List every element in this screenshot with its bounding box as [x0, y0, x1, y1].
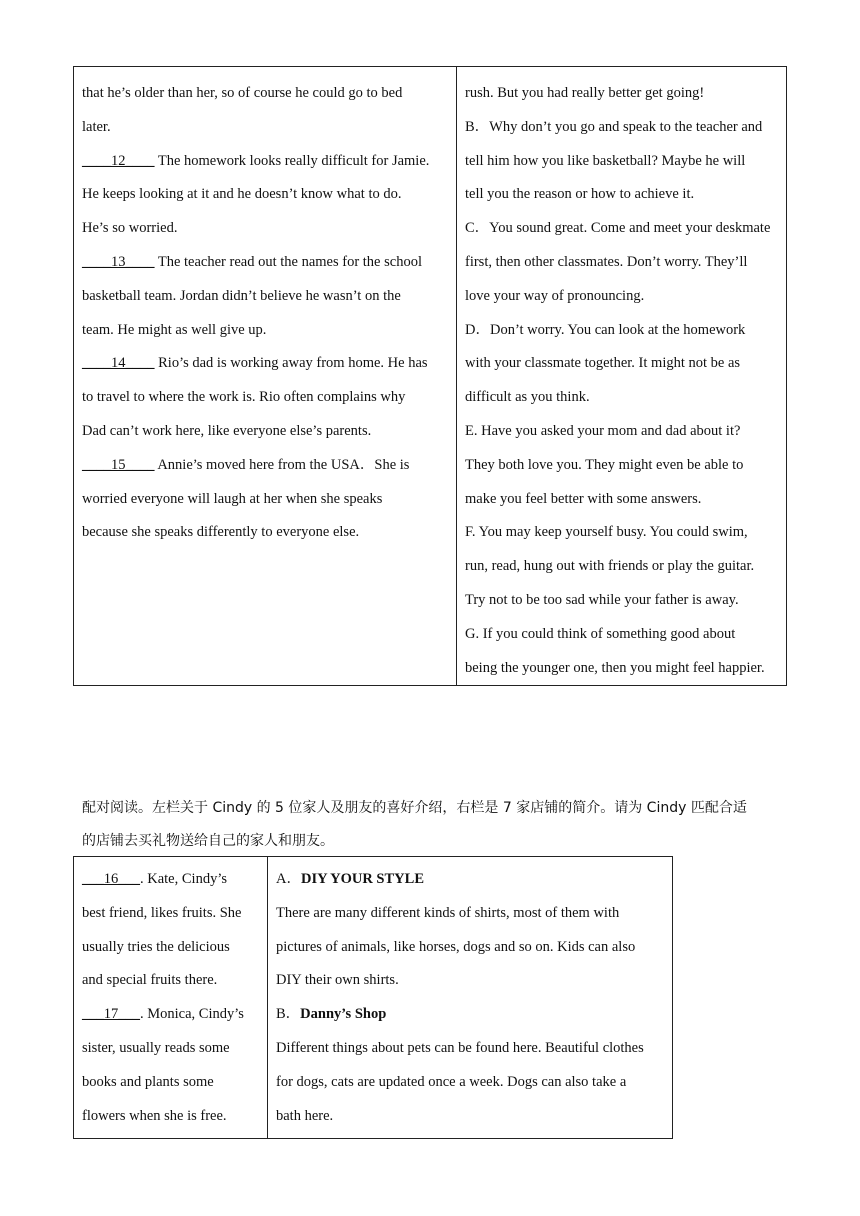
table1-left-line: that he’s older than her, so of course he could go to bed: [82, 85, 403, 101]
option-line: difficult as you think.: [465, 389, 590, 406]
table2-left-line: ___16___. Kate, Cindy’s: [82, 871, 227, 887]
shop-a-line: DIY their own shirts.: [276, 972, 399, 989]
table1-left-line: because she speaks differently to everyone else.: [82, 524, 360, 541]
answer-blank-13[interactable]: ____13____: [82, 253, 155, 270]
shop-b-line: Different things about pets can be found here. Beautiful clothes: [276, 1039, 644, 1056]
shop-b-line: bath here.: [276, 1107, 334, 1124]
option-line: run, read, hung out with friends or play the guitar.: [465, 558, 755, 575]
table1-left-line: He keeps looking at it and he doesn’t know what to do.: [82, 186, 402, 203]
table2-left-column: [74, 857, 268, 1138]
option-d: D．Don’t worry. You can look at the homework: [465, 321, 746, 338]
option-line: Try not to be too sad while your father is away.: [465, 591, 739, 608]
table1-right-column: [457, 67, 786, 685]
table2-left-line: ___17___. Monica, Cindy’s: [82, 1006, 244, 1023]
answer-blank-15[interactable]: ____15____: [82, 456, 155, 473]
table1-left-line: later.: [82, 118, 111, 135]
shop-b-line: for dogs, cats are updated once a week. Dogs can also take a: [276, 1073, 627, 1090]
shop-b-title: Danny’s Shop: [300, 1006, 387, 1023]
option-line: tell you the reason or how to achieve it.: [465, 186, 695, 203]
section-instructions: [82, 792, 782, 858]
option-g: G. If you could think of something good about: [465, 625, 736, 642]
option-line: They both love you. They might even be able to: [465, 456, 744, 473]
option-line: with your classmate together. It might not be as: [465, 355, 741, 372]
table1-left-line: ____15____ Annie’s moved here from the USA．She is: [82, 456, 410, 473]
option-line: being the younger one, then you might feel happier.: [465, 659, 765, 676]
shop-a-line: There are many different kinds of shirts, most of them with: [276, 904, 620, 921]
option-line: make you feel better with some answers.: [465, 490, 702, 507]
table2-left-line: usually tries the delicious: [82, 938, 230, 955]
instruction-line: 配对阅读。左栏关于 Cindy 的 5 位家人及朋友的喜好介绍，右栏是 7 家店铺的简介。请为 Cindy 匹配合适: [82, 800, 747, 816]
matching-table-2: [73, 856, 673, 1139]
table1-left-line: basketball team. Jordan didn’t believe he wasn’t on the: [82, 287, 401, 304]
shop-a-line: pictures of animals, like horses, dogs and so on. Kids can also: [276, 938, 636, 955]
shop-a-title: DIY YOUR STYLE: [300, 871, 424, 887]
option-line: love your way of pronouncing.: [465, 287, 645, 304]
instruction-line: 的店铺去买礼物送给自己的家人和朋友。: [82, 833, 334, 849]
option-f: F. You may keep yourself busy. You could swim,: [465, 524, 748, 541]
answer-blank-17[interactable]: ___17___: [82, 1006, 140, 1023]
matching-table-1: [73, 66, 787, 686]
table1-left-line: Dad can’t work here, like everyone else’s parents.: [82, 422, 372, 439]
option-line: tell him how you like basketball? Maybe he will: [465, 152, 746, 169]
shop-b-heading: B．Danny’s Shop: [276, 1006, 387, 1023]
table2-left-line: books and plants some: [82, 1073, 214, 1090]
table2-left-line: and special fruits there.: [82, 972, 218, 989]
table2-left-line: flowers when she is free.: [82, 1107, 227, 1124]
table1-left-line: ____12____ The homework looks really difficult for Jamie.: [82, 152, 430, 169]
table1-left-line: ____14____ Rio’s dad is working away from home. He has: [82, 355, 428, 372]
table1-left-line: team. He might as well give up.: [82, 321, 267, 338]
table1-left-line: He’s so worried.: [82, 220, 178, 237]
table2-right-column: [268, 857, 672, 1138]
shop-a-heading: A．DIY YOUR STYLE: [276, 871, 424, 887]
option-line: rush. But you had really better get going!: [465, 85, 705, 101]
option-e: E. Have you asked your mom and dad about it?: [465, 422, 741, 439]
option-b: B．Why don’t you go and speak to the teacher and: [465, 118, 763, 135]
table2-left-line: best friend, likes fruits. She: [82, 904, 242, 921]
table1-left-column: [74, 67, 457, 685]
option-line: first, then other classmates. Don’t worry. They’ll: [465, 253, 748, 270]
table1-left-line: to travel to where the work is. Rio often complains why: [82, 389, 406, 406]
table1-left-line: ____13____ The teacher read out the names for the school: [82, 253, 422, 270]
option-c: C．You sound great. Come and meet your deskmate: [465, 220, 771, 237]
answer-blank-14[interactable]: ____14____: [82, 355, 155, 372]
answer-blank-16[interactable]: ___16___: [82, 871, 140, 887]
table2-left-line: sister, usually reads some: [82, 1039, 230, 1056]
answer-blank-12[interactable]: ____12____: [82, 152, 155, 169]
table1-left-line: worried everyone will laugh at her when she speaks: [82, 490, 383, 507]
